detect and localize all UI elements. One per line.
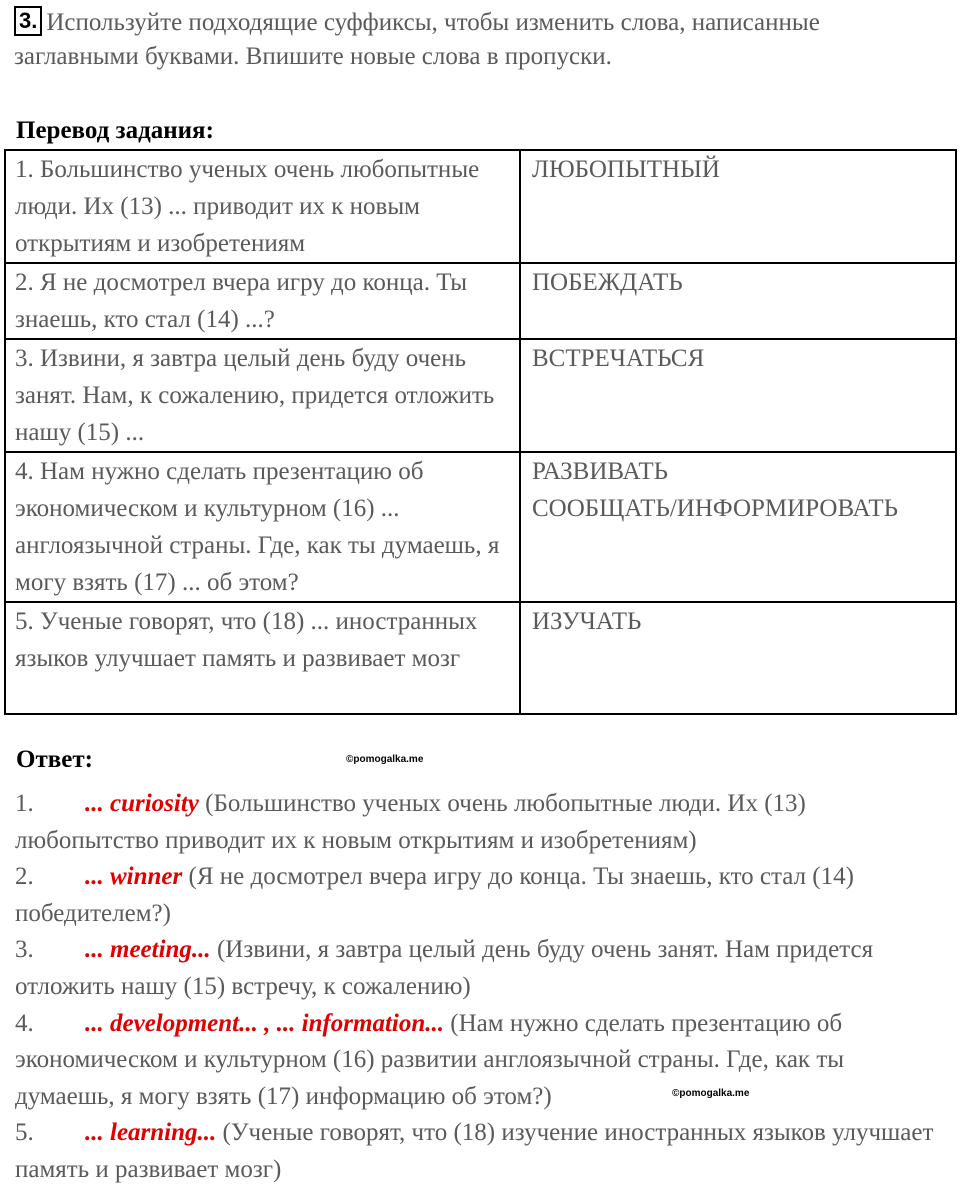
word-cell	[520, 452, 956, 602]
answer-explanation: (Нам нужно сделать презентацию об экономическом и культурном (16) развитии англоязычной страны. Где, как ты думаешь, я могу взять (17) информацию об этом?)	[15, 1009, 845, 1110]
table-row	[5, 602, 956, 714]
answer-heading: Ответ:	[16, 746, 93, 773]
answer-explanation: (Ученые говорят, что (18) изучение иностранных языков улучшает память и развивает мозг)	[15, 1119, 934, 1183]
base-word: РАЗВИВАТЬ	[532, 458, 668, 485]
watermark: ©pomogalka.me	[672, 1088, 750, 1099]
base-word: ЛЮБОПЫТНЫЙ	[532, 156, 720, 183]
answer-word: ... development... , ... information...	[85, 1009, 445, 1037]
word-cell	[520, 339, 956, 452]
table-row	[5, 150, 956, 263]
table-row	[5, 339, 956, 452]
sentence-cell: 1. Большинство ученых очень любопытные люди. Их (13) ... приводит их к новым открытиям и изобретениям	[5, 150, 520, 263]
list-item	[15, 786, 945, 859]
answer-word: ... winner	[85, 863, 183, 891]
word-cell	[520, 602, 956, 714]
task-statement	[14, 6, 944, 74]
table-row	[5, 263, 956, 339]
translation-heading: Перевод задания:	[16, 117, 214, 144]
answer-word: ... learning...	[85, 1119, 217, 1147]
translation-table	[4, 149, 957, 715]
answer-word: ... meeting...	[85, 936, 211, 964]
answer-explanation: (Большинство ученых очень любопытные люди. Их (13) любопытство приводит их к новым открытиям и изобретениям)	[15, 790, 806, 854]
task-text: Используйте подходящие суффиксы, чтобы изменить слова, написанные заглавными буквами. Впишите новые слова в пропуски.	[14, 9, 820, 70]
sentence-cell: 4. Нам нужно сделать презентацию об экономическом и культурном (16) ... англоязычной страны. Где, как ты думаешь, я могу взять (17) ... об этом?	[5, 452, 520, 602]
table-row	[5, 452, 956, 602]
answer-explanation: (Извини, я завтра целый день буду очень занят. Нам придется отложить нашу (15) встречу, к сожалению)	[15, 936, 874, 1000]
word-cell	[520, 150, 956, 263]
answer-number: 1.	[15, 790, 34, 817]
sentence-cell: 2. Я не досмотрел вчера игру до конца. Ты знаешь, кто стал (14) ...?	[5, 263, 520, 339]
list-item	[15, 859, 945, 932]
answer-explanation: (Я не досмотрел вчера игру до конца. Ты знаешь, кто стал (14) победителем?)	[15, 863, 854, 927]
list-item	[15, 1115, 945, 1188]
watermark: ©pomogalka.me	[346, 754, 424, 765]
answer-number: 3.	[15, 936, 34, 964]
answer-list	[15, 786, 945, 1189]
base-word: ВСТРЕЧАТЬСЯ	[532, 345, 705, 372]
list-item	[15, 1006, 945, 1116]
answer-number: 4.	[15, 1009, 34, 1037]
sentence-cell: 5. Ученые говорят, что (18) ... иностранных языков улучшает память и развивает мозг	[5, 602, 520, 714]
base-word: ПОБЕЖДАТЬ	[532, 269, 683, 296]
list-item	[15, 932, 945, 1005]
task-number: 3.	[14, 6, 42, 36]
base-word: СООБЩАТЬ/ИНФОРМИРОВАТЬ	[532, 495, 899, 522]
answer-number: 5.	[15, 1119, 34, 1147]
answer-word: ... curiosity	[85, 790, 199, 817]
sentence-cell: 3. Извини, я завтра целый день буду очень занят. Нам, к сожалению, придется отложить нашу (15) ...	[5, 339, 520, 452]
base-word: ИЗУЧАТЬ	[532, 608, 642, 635]
answer-number: 2.	[15, 863, 34, 891]
word-cell	[520, 263, 956, 339]
